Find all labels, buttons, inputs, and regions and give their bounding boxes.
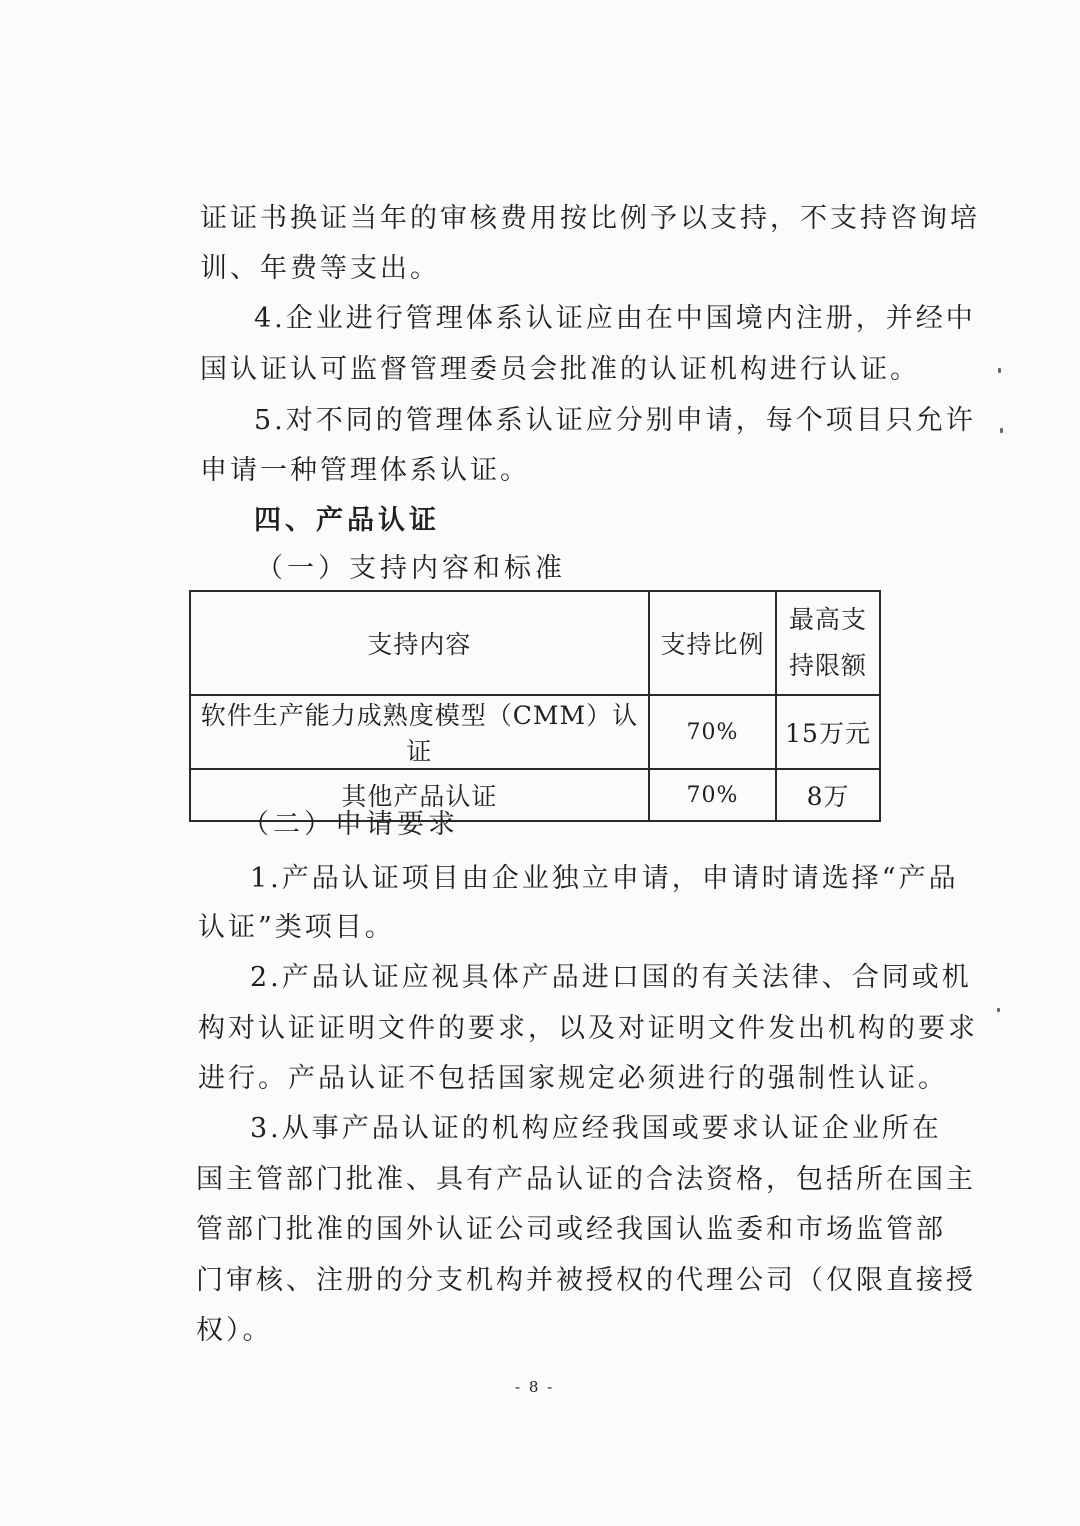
req-line-5: 进行。产品认证不包括国家规定必须进行的强制性认证。 [198,1063,948,1094]
req-line-2: 认证”类项目。 [198,912,395,943]
support-table [189,590,881,822]
body-line-2: 训、年费等支出。 [200,253,440,284]
table-cell-ratio: 70% [649,695,776,769]
body-line-6: 申请一种管理体系认证。 [200,455,530,486]
table-header-limit-text: 最高支持限额 [789,605,868,680]
req-line-6: 3.从事产品认证的机构应经我国或要求认证企业所在 [250,1113,942,1144]
scan-speck [1000,428,1003,433]
table-header-limit [776,591,880,695]
page-number: - 8 - [515,1378,555,1396]
body-line-4: 国认证认可监督管理委员会批准的认证机构进行认证。 [200,354,920,385]
subsection-heading-requirements: （二）申请要求 [242,809,459,840]
table-header-row [190,591,880,695]
req-line-9: 门审核、注册的分支机构并被授权的代理公司（仅限直接授 [196,1265,976,1296]
req-line-3: 2.产品认证应视具体产品进口国的有关法律、合同或机 [250,962,972,993]
req-line-4: 构对认证证明文件的要求，以及对证明文件发出机构的要求 [198,1013,978,1044]
table-row [190,695,880,769]
table-cell-limit: 15万元 [776,695,880,769]
req-line-10: 权）。 [196,1315,273,1346]
req-line-7: 国主管部门批准、具有产品认证的合法资格，包括所在国主 [196,1164,976,1195]
body-line-5: 5.对不同的管理体系认证应分别申请，每个项目只允许 [254,405,976,436]
table-cell-content: 软件生产能力成熟度模型（CMM）认证 [190,695,649,769]
table-cell-ratio: 70% [649,769,776,821]
req-line-1: 1.产品认证项目由企业独立申请，申请时请选择“产品 [250,863,959,894]
subsection-heading-support: （一）支持内容和标准 [256,553,566,584]
scan-speck [997,1008,1000,1012]
body-line-1: 证证书换证当年的审核费用按比例予以支持，不支持咨询培 [200,203,980,234]
req-line-8: 管部门批准的国外认证公司或经我国认监委和市场监管部 [196,1214,946,1245]
table-cell-content: 其他产品认证 [190,769,649,821]
table-cell-limit: 8万 [776,769,880,821]
body-line-3: 4.企业进行管理体系认证应由在中国境内注册，并经中 [254,303,976,334]
section-heading: 四、产品认证 [254,505,440,536]
scan-speck [998,368,1001,373]
table-header-content: 支持内容 [190,591,649,695]
table-header-ratio: 支持比例 [649,591,776,695]
